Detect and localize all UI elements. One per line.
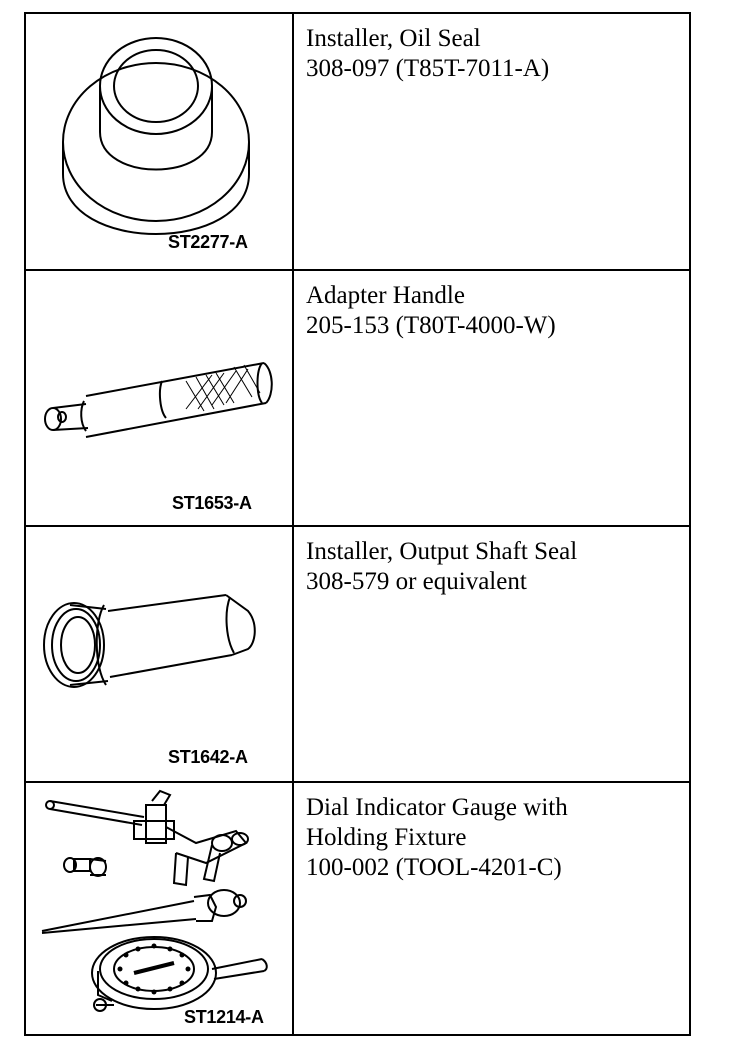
adapter-handle-illustration — [26, 271, 292, 525]
tool-description — [306, 281, 676, 341]
tool-number: 100-002 (TOOL-4201-C) — [306, 854, 562, 881]
tool-illustration-cell — [26, 783, 294, 1034]
figure-code: ST2277-A — [168, 232, 248, 252]
tool-row — [26, 271, 689, 527]
tool-number: 308-097 (T85T-7011-A) — [306, 55, 550, 82]
tool-number: 205-153 (T80T-4000-W) — [306, 312, 556, 339]
tool-description — [306, 24, 676, 84]
tool-description — [306, 537, 676, 597]
tool-illustration-cell — [26, 271, 294, 525]
figure-code: ST1642-A — [168, 747, 248, 767]
tool-illustration-cell — [26, 14, 294, 269]
figure-code: ST1214-A — [184, 1007, 264, 1027]
tool-name: Adapter Handle — [306, 282, 465, 309]
tool-row — [26, 783, 689, 1034]
tool-row — [26, 14, 689, 271]
tool-name: Installer, Oil Seal — [306, 25, 481, 52]
tool-name: Dial Indicator Gauge with — [306, 794, 568, 821]
tool-row — [26, 527, 689, 783]
figure-code: ST1653-A — [172, 493, 252, 513]
oil-seal-installer-illustration — [26, 14, 292, 269]
tool-name-continued: Holding Fixture — [306, 824, 467, 851]
tool-illustration-cell — [26, 527, 294, 781]
tool-name: Installer, Output Shaft Seal — [306, 538, 578, 565]
special-tools-table — [24, 12, 691, 1036]
dial-indicator-gauge-illustration — [26, 783, 292, 1032]
output-shaft-seal-installer-illustration — [26, 527, 292, 781]
tool-number: 308-579 or equivalent — [306, 568, 527, 595]
tool-description — [306, 793, 676, 883]
